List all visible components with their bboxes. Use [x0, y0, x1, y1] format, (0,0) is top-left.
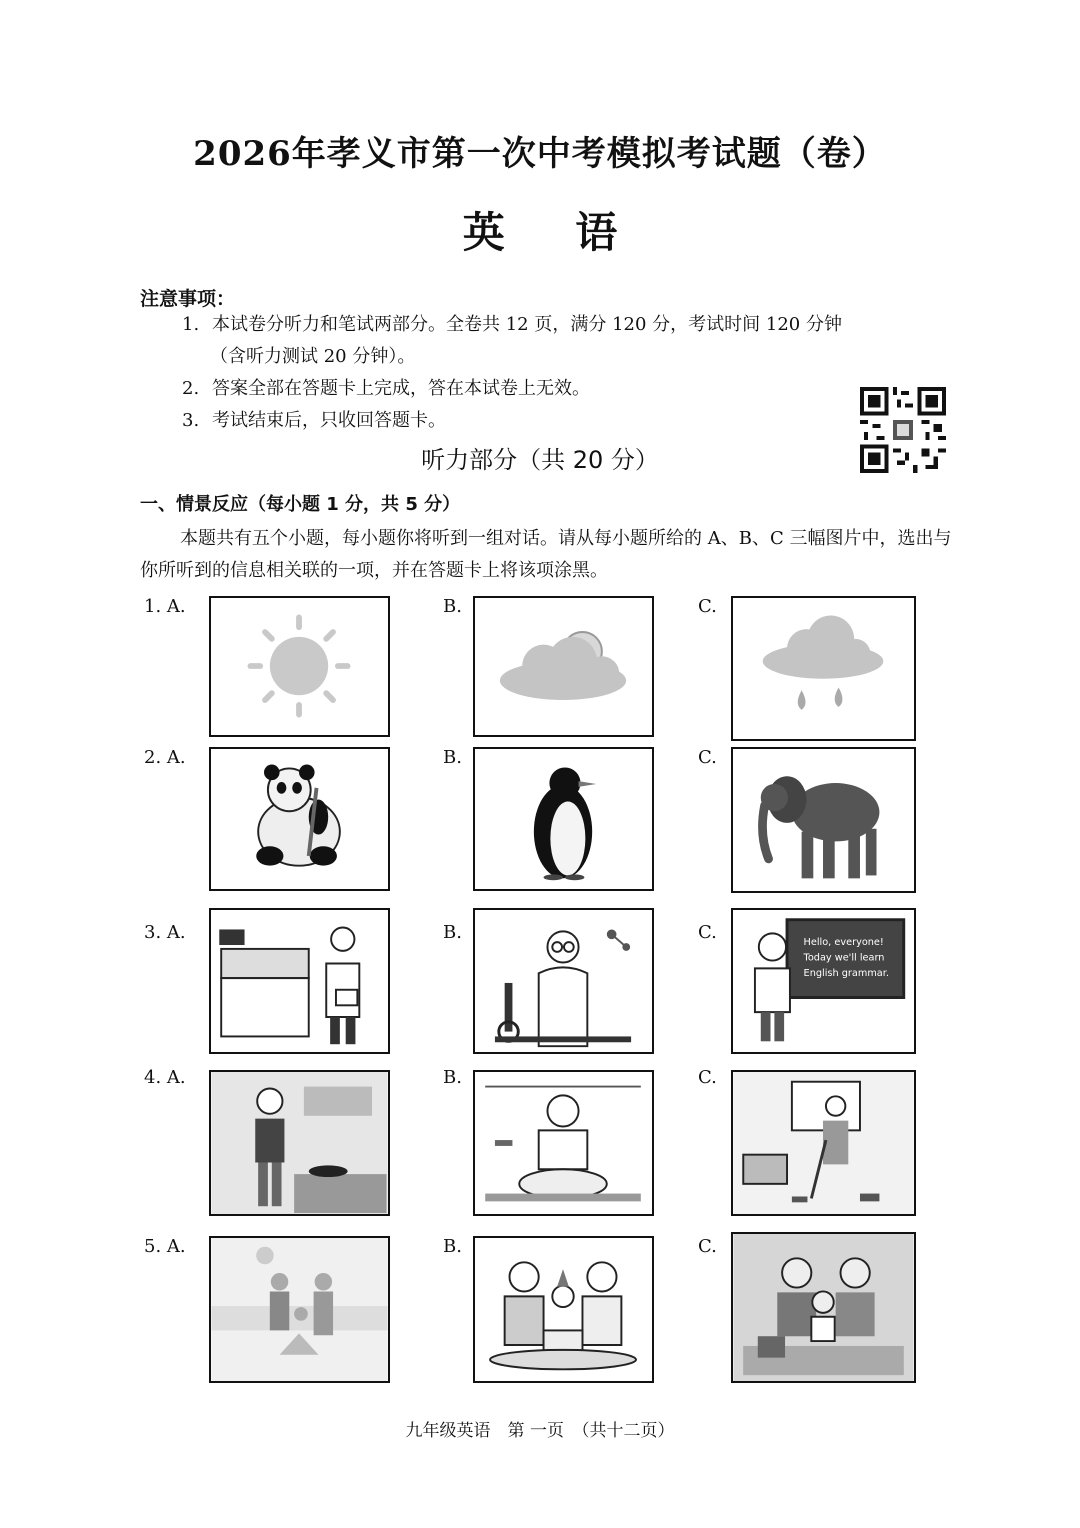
- penguin-picture: [473, 747, 654, 891]
- question-2-option-b-label: B.: [443, 747, 462, 768]
- teacher-picture: [731, 908, 916, 1054]
- exam-title: 2026年孝义市第一次中考模拟考试题（卷）: [193, 134, 887, 174]
- question-4-option-b-label: B.: [443, 1067, 462, 1088]
- scientist-picture: [473, 908, 654, 1054]
- notice-item-1: 1. 本试卷分听力和笔试两部分。全卷共 12 页，满分 120 分，考试时间 120 分钟: [182, 314, 842, 335]
- question-5-option-b-label: B.: [443, 1236, 462, 1257]
- reporter-picture: [209, 908, 390, 1054]
- question-5-label: 5. A.: [144, 1236, 186, 1257]
- reporter-icon: [211, 910, 388, 1052]
- sun-picture: [209, 596, 390, 737]
- question-4-label: 4. A.: [144, 1067, 186, 1088]
- question-2-label: 2. A.: [144, 747, 186, 768]
- notice-item-1-cont: （含听力测试 20 分钟）。: [210, 346, 416, 367]
- teacher-icon: [733, 910, 914, 1052]
- birthday-icon: [475, 1238, 652, 1381]
- question-1-label: 1. A.: [144, 596, 186, 617]
- cooking-icon: [211, 1072, 388, 1214]
- family-at-beach-picture: [209, 1236, 390, 1383]
- part1-heading: 一、情景反应（每小题 1 分，共 5 分）: [140, 494, 461, 515]
- girl-washing-clothes-picture: [473, 1070, 654, 1216]
- sun-icon: [211, 598, 388, 735]
- elephant-picture: [731, 747, 916, 893]
- listening-section-heading: 听力部分（共 20 分）: [421, 446, 659, 474]
- partly-cloudy-icon: [475, 598, 652, 735]
- question-4-option-c-label: C.: [698, 1067, 717, 1088]
- elephant-icon: [733, 749, 914, 891]
- beach-icon: [211, 1238, 388, 1381]
- girl-cleaning-room-picture: [731, 1070, 916, 1216]
- picnic-icon: [733, 1234, 914, 1381]
- subject-title: 英 语: [462, 208, 646, 257]
- notice-heading: 注意事项：: [140, 288, 236, 310]
- part1-instructions: 本题共有五个小题，每小题你将听到一组对话。请从每小题所给的 A、B、C 三幅图片中，选出与你所听到的信息相关联的一项，并在答题卡上将该项涂黑。: [140, 528, 952, 581]
- panda-picture: [209, 747, 390, 891]
- panda-icon: [211, 749, 388, 889]
- rain-cloud-icon: [733, 598, 914, 739]
- cleaning-icon: [733, 1072, 914, 1214]
- question-3-label: 3. A.: [144, 922, 186, 943]
- blackboard-line-3: English grammar.: [803, 968, 889, 980]
- cloud-with-sun-picture: [473, 596, 654, 737]
- blackboard-line-2: Today we'll learn: [803, 952, 885, 964]
- blackboard-line-1: Hello, everyone!: [803, 937, 884, 949]
- question-3-option-c-label: C.: [698, 922, 717, 943]
- question-2-option-c-label: C.: [698, 747, 717, 768]
- question-5-option-c-label: C.: [698, 1236, 717, 1257]
- question-3-option-b-label: B.: [443, 922, 462, 943]
- birthday-party-picture: [473, 1236, 654, 1383]
- rain-cloud-picture: [731, 596, 916, 741]
- question-1-option-c-label: C.: [698, 596, 717, 617]
- scientist-icon: [475, 910, 652, 1052]
- question-1-option-b-label: B.: [443, 596, 462, 617]
- washing-icon: [475, 1072, 652, 1214]
- page-footer: 九年级英语 第 一页 （共十二页）: [405, 1421, 675, 1441]
- girl-cooking-picture: [209, 1070, 390, 1216]
- notice-item-3: 3. 考试结束后，只收回答题卡。: [182, 410, 446, 431]
- penguin-icon: [475, 749, 652, 889]
- family-picnic-picture: [731, 1232, 916, 1383]
- notice-item-2: 2. 答案全部在答题卡上完成，答在本试卷上无效。: [182, 378, 590, 399]
